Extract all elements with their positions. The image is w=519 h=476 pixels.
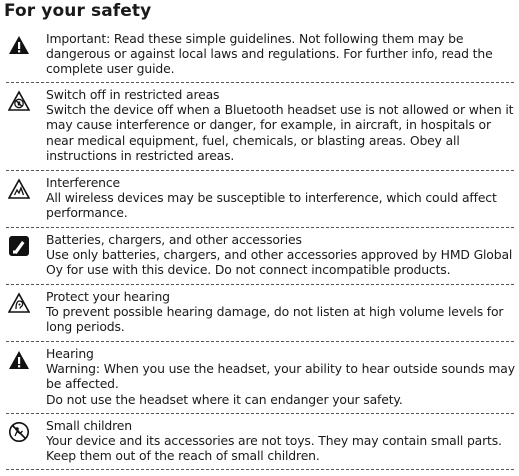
safety-item-line: To prevent possible hearing damage, do not listen at high volume levels for (46, 304, 504, 320)
safety-item-line: dangerous or against local laws and regulations. For further info, read the (46, 46, 493, 62)
warning-triangle-icon (8, 34, 30, 56)
divider (6, 227, 514, 228)
safety-item-line: may cause interference or danger, for example, in aircraft, in hospitals or (46, 117, 491, 133)
safety-item-line: Switch the device off when a Bluetooth headset use is not allowed or when it (46, 102, 514, 118)
safety-item-line: Use only batteries, chargers, and other accessories approved by HMD Global (46, 247, 513, 263)
safety-item-heading: Hearing (46, 346, 94, 361)
battery-icon (8, 235, 30, 257)
safety-item-line: long periods. (46, 319, 125, 335)
safety-item-line: complete user guide. (46, 61, 175, 77)
divider (6, 469, 514, 470)
safety-item-line: performance. (46, 205, 128, 221)
safety-item-line: be affected. (46, 376, 119, 392)
interference-icon (8, 178, 30, 200)
page-title: For your safety (4, 1, 152, 21)
divider (6, 82, 514, 83)
safety-item-line: Keep them out of the reach of small children. (46, 448, 320, 464)
hearing-protection-icon (8, 292, 30, 314)
divider (6, 413, 514, 414)
safety-item-heading: Interference (46, 175, 121, 190)
safety-item-line: All wireless devices may be susceptible to interference, which could affect (46, 190, 497, 206)
safety-item-line: Important: Read these simple guidelines. Not following them may be (46, 31, 464, 46)
safety-item-line: Oy for use with this device. Do not connect incompatible products. (46, 262, 451, 278)
safety-item-heading: Small children (46, 418, 132, 433)
restricted-area-icon (8, 90, 30, 112)
safety-item-line: near medical equipment, fuel, chemicals, or blasting areas. Obey all (46, 132, 460, 148)
safety-item-line: instructions in restricted areas. (46, 147, 235, 163)
safety-item-heading: Switch off in restricted areas (46, 87, 220, 102)
divider (6, 341, 514, 342)
safety-item-line: Your device and its accessories are not toys. They may contain small parts. (46, 433, 502, 449)
safety-item-line: Warning: When you use the headset, your ability to hear outside sounds may (46, 361, 515, 377)
safety-item-heading: Batteries, chargers, and other accessories (46, 232, 302, 247)
small-children-icon (8, 421, 30, 443)
safety-item-line: Do not use the headset where it can endanger your safety. (46, 391, 403, 407)
warning-triangle-icon (8, 349, 30, 371)
divider (6, 170, 514, 171)
safety-item-heading: Protect your hearing (46, 289, 170, 304)
divider (6, 284, 514, 285)
